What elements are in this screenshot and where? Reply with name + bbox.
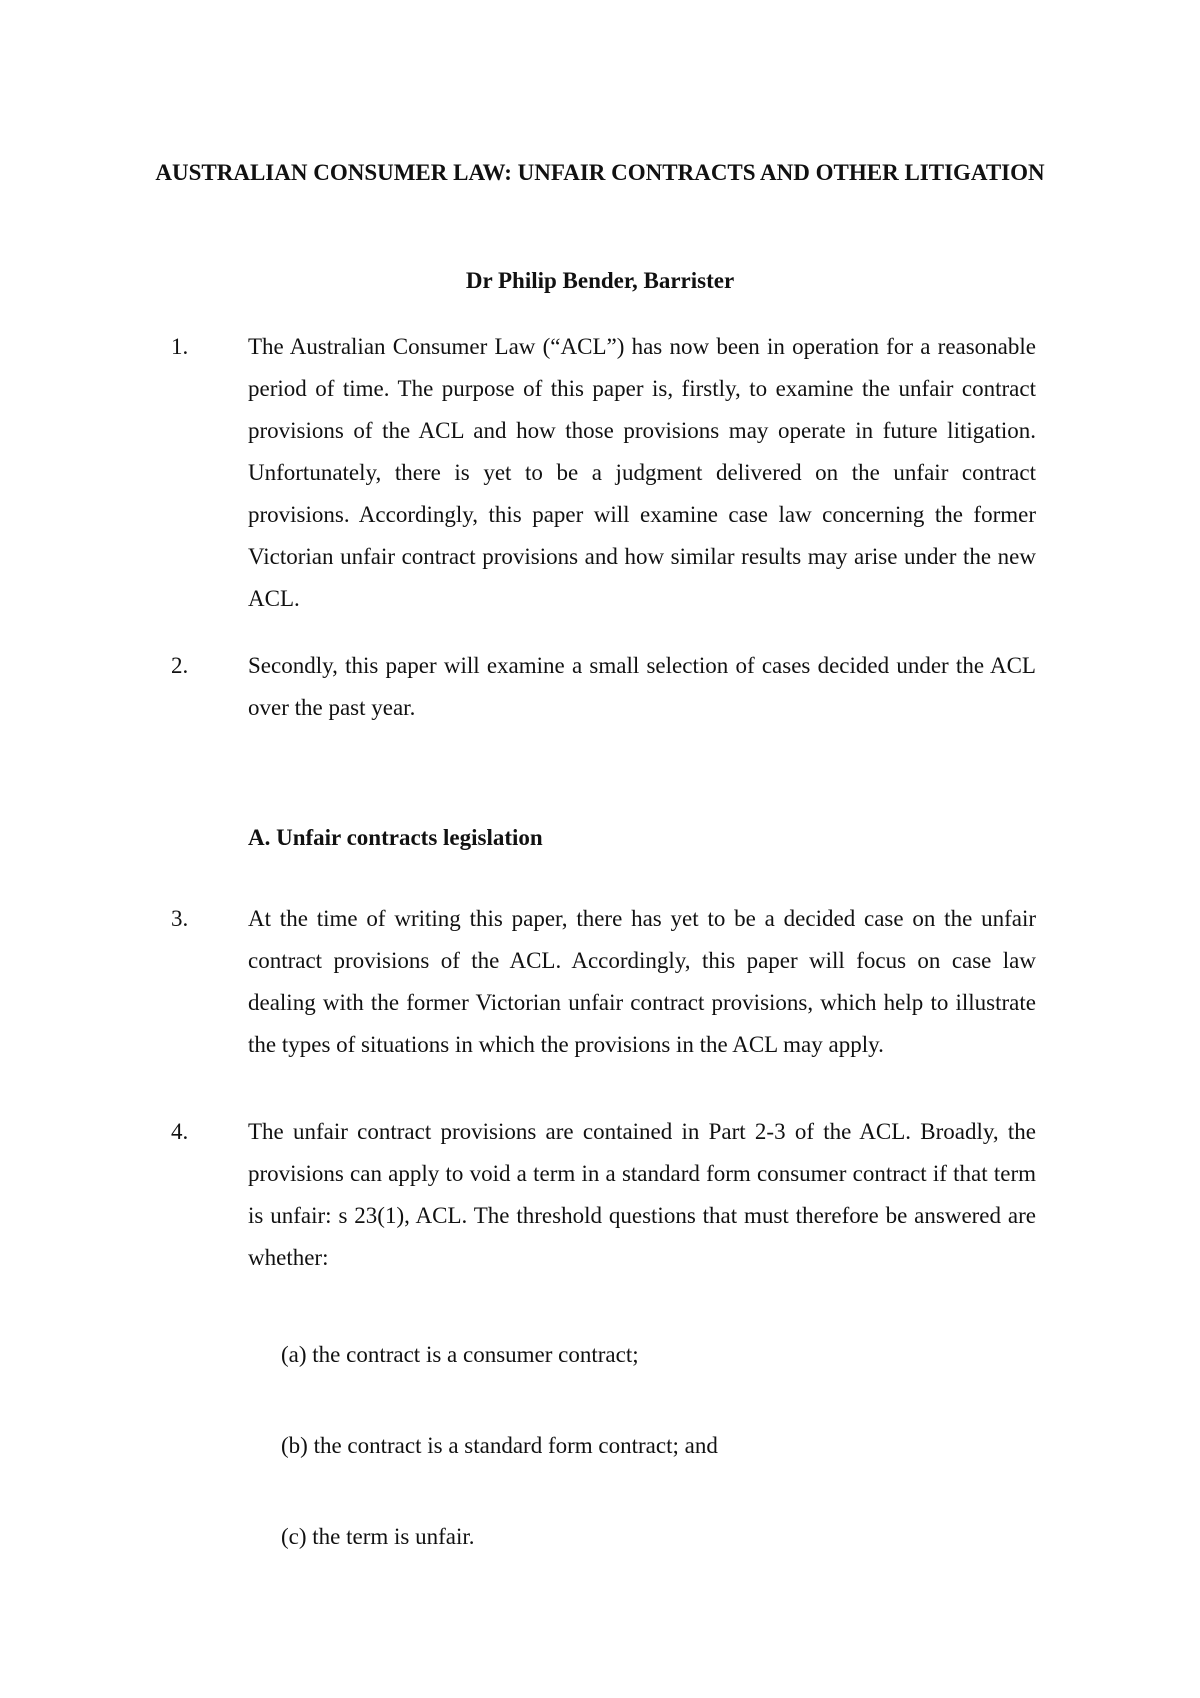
list-item-b: (b) the contract is a standard form contract; and xyxy=(281,1433,718,1458)
paragraph-number: 4. xyxy=(171,1119,189,1144)
paragraph-text: The Australian Consumer Law (“ACL”) has now been in operation for a reasonable period of time. The purpose of this paper is, firstly, to examine the unfair contract provisions of the ACL and how those provisions may operate in future litigation. Unfortunately, there is yet to be a judgment delivered on the unfair contract provisions. Accordingly, this paper will examine case law concerning the former Victorian unfair contract provisions and how similar results may arise under the new ACL. xyxy=(248,334,1036,611)
paragraph-number: 2. xyxy=(171,653,189,678)
paragraph-number: 1. xyxy=(171,334,189,359)
document-title: AUSTRALIAN CONSUMER LAW: UNFAIR CONTRACTS AND OTHER LITIGATION xyxy=(155,160,1045,185)
list-item-c: (c) the term is unfair. xyxy=(281,1524,475,1549)
document-author: Dr Philip Bender, Barrister xyxy=(465,268,735,293)
paragraph-text: At the time of writing this paper, there has yet to be a decided case on the unfair contract provisions of the ACL. Accordingly, this paper will focus on case law dealing with the former Victorian unfair contract provisions, which help to illustrate the types of situations in which the provisions in the ACL may apply. xyxy=(248,906,1036,1057)
paragraph-text: The unfair contract provisions are contained in Part 2-3 of the ACL. Broadly, the provisions can apply to void a term in a standard form consumer contract if that term is unfair: s 23(1), ACL. The threshold questions that must therefore be answered are whether: xyxy=(248,1119,1036,1270)
paragraph-text: Secondly, this paper will examine a small selection of cases decided under the ACL over the past year. xyxy=(248,653,1036,720)
list-item-a: (a) the contract is a consumer contract; xyxy=(281,1342,639,1367)
section-heading: A. Unfair contracts legislation xyxy=(248,825,543,850)
paragraph-number: 3. xyxy=(171,906,189,931)
